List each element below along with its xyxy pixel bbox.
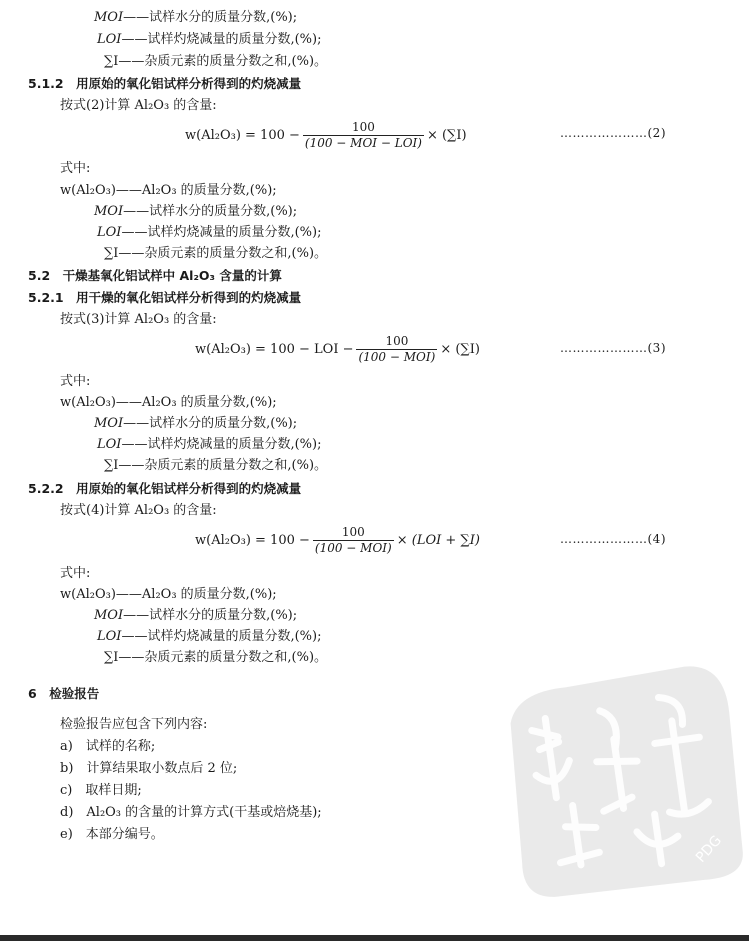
where-label: 式中: [60, 374, 91, 389]
def-loi: LOI——试样灼烧减量的质量分数,(%); [97, 629, 322, 644]
equation-number-2: …………………(2) [560, 126, 666, 140]
section-heading-6: 6 检验报告 [28, 686, 100, 701]
where-label: 式中: [60, 161, 91, 176]
def-moi: MOI——试样水分的质量分数,(%); [94, 204, 298, 219]
fraction: $\frac{100}{\text{(100 − MOI)}}$ [314, 525, 392, 555]
equation-3: w(Al₂O₃) = 100 − LOI − $\frac{100}{\text{(100 − MOI)}}$ × (∑I) [195, 334, 480, 364]
section-heading-5-2: 5.2 干燥基氧化铝试样中 Al₂O₃ 含量的计算 [28, 268, 282, 283]
equation-2: w(Al₂O₃) = 100 − $\frac{100}{\text{(100 − MOI − LOI)}}$ × (∑I) [185, 120, 467, 150]
equation-number-4: …………………(4) [560, 532, 666, 546]
where-label: 式中: [60, 566, 91, 581]
def-sum-i: ∑I——杂质元素的质量分数之和,(%)。 [104, 650, 328, 665]
def-moi: MOI——试样水分的质量分数,(%); [94, 608, 298, 623]
def-sum-i: ∑I——杂质元素的质量分数之和,(%)。 [104, 458, 328, 473]
top-def-loi: LOI——试样灼烧减量的质量分数,(%); [97, 32, 322, 47]
section-heading-5-1-2: 5.1.2 用原始的氧化铝试样分析得到的灼烧减量 [28, 76, 302, 91]
fraction: $\frac{100}{\text{(100 − MOI)}}$ [358, 334, 436, 364]
report-intro: 检验报告应包含下列内容: [60, 717, 208, 732]
def-w: w(Al₂O₃)——Al₂O₃ 的质量分数,(%); [60, 395, 277, 410]
top-def-sum-i: ∑I——杂质元素的质量分数之和,(%)。 [104, 54, 328, 69]
def-w: w(Al₂O₃)——Al₂O₃ 的质量分数,(%); [60, 183, 277, 198]
svg-text:PDG: PDG [692, 832, 725, 866]
equation-number-3: …………………(3) [560, 341, 666, 355]
def-loi: LOI——试样灼烧减量的质量分数,(%); [97, 437, 322, 452]
report-item-e: e) 本部分编号。 [60, 827, 164, 842]
top-def-moi: MOI——试样水分的质量分数,(%); [94, 10, 298, 25]
page-bottom-edge [0, 935, 749, 941]
equation-4: w(Al₂O₃) = 100 − $\frac{100}{\text{(100 − MOI)}}$ × (LOI + ∑I) [195, 525, 480, 555]
report-item-c: c) 取样日期; [60, 783, 142, 798]
formula-intro-3: 按式(3)计算 Al₂O₃ 的含量: [60, 312, 217, 327]
formula-intro-2: 按式(2)计算 Al₂O₃ 的含量: [60, 98, 217, 113]
def-loi: LOI——试样灼烧减量的质量分数,(%); [97, 225, 322, 240]
report-item-d: d) Al₂O₃ 的含量的计算方式(干基或焙烧基); [60, 805, 322, 820]
fraction: $\frac{100}{\text{(100 − MOI − LOI)}}$ [304, 120, 422, 150]
watermark-seal-icon [485, 652, 749, 915]
section-heading-5-2-2: 5.2.2 用原始的氧化铝试样分析得到的灼烧减量 [28, 481, 302, 496]
section-heading-5-2-1: 5.2.1 用干燥的氧化铝试样分析得到的灼烧减量 [28, 290, 302, 305]
def-moi: MOI——试样水分的质量分数,(%); [94, 416, 298, 431]
report-item-b: b) 计算结果取小数点后 2 位; [60, 761, 238, 776]
report-item-a: a) 试样的名称; [60, 739, 156, 754]
def-w: w(Al₂O₃)——Al₂O₃ 的质量分数,(%); [60, 587, 277, 602]
formula-intro-4: 按式(4)计算 Al₂O₃ 的含量: [60, 503, 217, 518]
def-sum-i: ∑I——杂质元素的质量分数之和,(%)。 [104, 246, 328, 261]
